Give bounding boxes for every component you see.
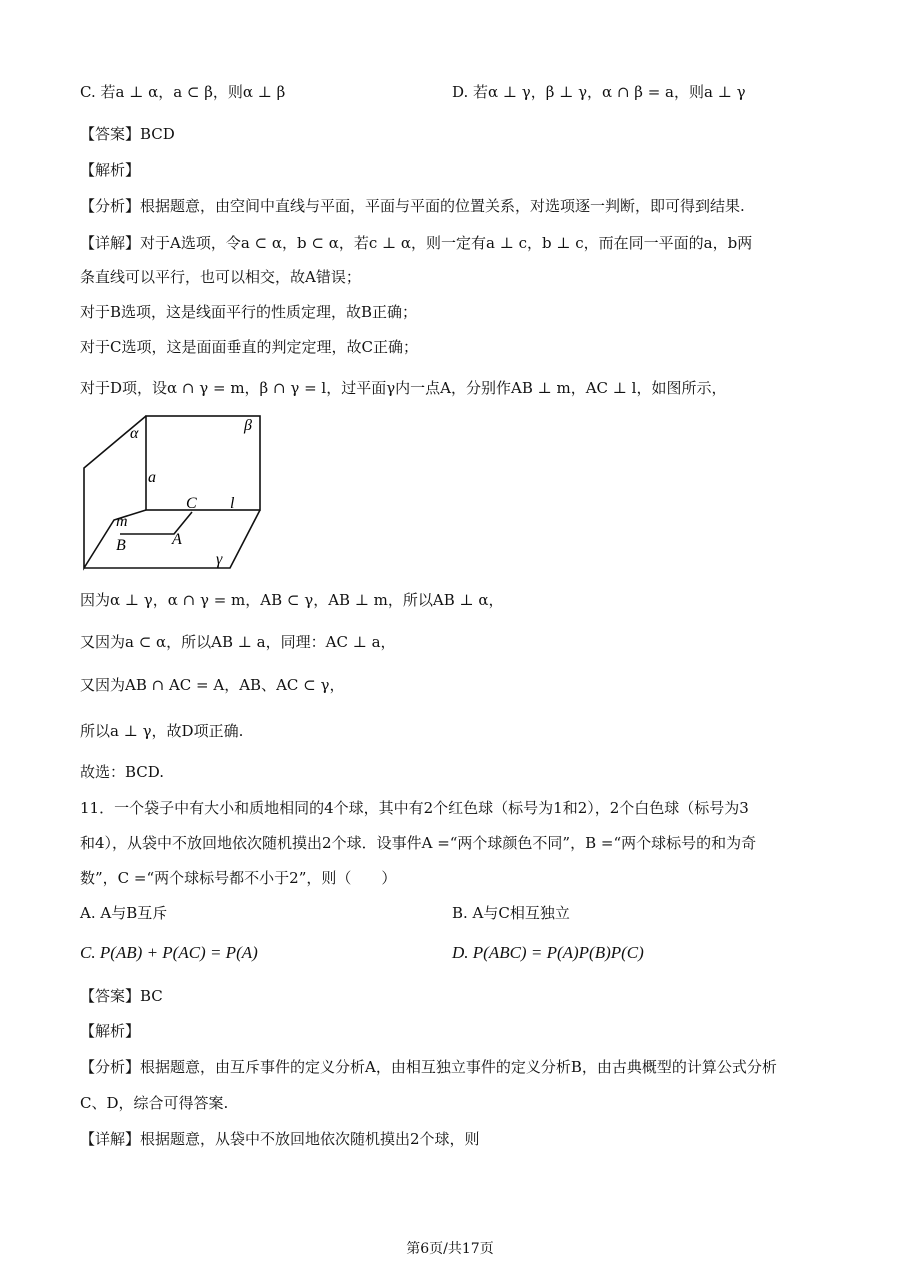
label-beta: β — [244, 417, 252, 434]
geometry-figure — [80, 410, 280, 579]
q11-jiexi: 【解析】 — [80, 1022, 141, 1040]
label-point-a: A — [172, 531, 182, 548]
label-alpha: α — [130, 425, 139, 442]
q11-option-b: B. A与C相互独立 — [452, 904, 570, 922]
page-number: 第6页/共17页 — [406, 1241, 494, 1257]
q10-after-1: 因为α ⊥ γ，α ∩ γ = m，AB ⊂ γ，AB ⊥ m，所以AB ⊥ α， — [80, 591, 504, 609]
q11-option-d: D. P(ABC) = P(A)P(B)P(C) — [452, 943, 644, 962]
q10-answer: 【答案】BCD — [80, 125, 175, 143]
q10-choose: 故选：BCD. — [80, 763, 165, 781]
planes-diagram — [80, 410, 280, 575]
q11-option-c: C. P(AB) + P(AC) = P(A) — [80, 943, 258, 962]
label-gamma: γ — [216, 551, 223, 568]
q11-option-a: A. A与B互斥 — [80, 904, 168, 922]
label-l: l — [230, 495, 235, 512]
q10-after-2: 又因为a ⊂ α，所以AB ⊥ a，同理：AC ⊥ a， — [80, 633, 396, 651]
q11-stem-2: 和4），从袋中不放回地依次随机摸出2个球．设事件A =“两个球颜色不同”，B =“两个球标号的和为奇 — [80, 834, 757, 852]
q11-fenxi-1: 【分析】根据题意，由互斥事件的定义分析A，由相互独立事件的定义分析B，由古典概型的计算公式分析 — [80, 1058, 777, 1076]
q10-detail-4: 对于C选项，这是面面垂直的判定定理，故C正确； — [80, 338, 418, 356]
q10-option-d: D. 若α ⊥ γ，β ⊥ γ，α ∩ β = a，则a ⊥ γ — [452, 83, 746, 101]
q11-stem-1: 11．一个袋子中有大小和质地相同的4个球，其中有2个红色球（标号为1和2），2个白色球（标号为3 — [80, 799, 749, 817]
q10-detail-2: 条直线可以平行，也可以相交，故A错误； — [80, 268, 361, 286]
plane-beta-outline — [146, 416, 260, 510]
q10-after-4: 所以a ⊥ γ，故D项正确. — [80, 722, 244, 740]
q10-option-c: C. 若a ⊥ α，a ⊂ β，则α ⊥ β — [80, 83, 286, 101]
label-c: C — [186, 495, 197, 512]
q11-fenxi-2: C、D，综合可得答案. — [80, 1094, 229, 1112]
q10-detail-3: 对于B选项，这是线面平行的性质定理，故B正确； — [80, 303, 418, 321]
q10-fenxi: 【分析】根据题意，由空间中直线与平面，平面与平面的位置关系，对选项逐一判断，即可得到结果. — [80, 197, 745, 215]
q11-stem-3: 数”，C =“两个球标号都不小于2”，则（ ） — [80, 869, 397, 887]
q11-detail-1: 【详解】根据题意，从袋中不放回地依次随机摸出2个球，则 — [80, 1130, 480, 1148]
q10-detail-5: 对于D项，设α ∩ γ = m，β ∩ γ = l，过平面γ内一点A，分别作AB ⊥ m，AC ⊥ l，如图所示， — [80, 379, 727, 397]
q10-after-3: 又因为AB ∩ AC = A，AB、AC ⊂ γ， — [80, 676, 345, 694]
label-a: a — [148, 469, 156, 486]
label-b: B — [116, 537, 126, 554]
q11-answer: 【答案】BC — [80, 987, 163, 1005]
label-m: m — [116, 513, 128, 530]
q10-jiexi: 【解析】 — [80, 161, 141, 179]
q10-detail-1: 【详解】对于A选项，令a ⊂ α，b ⊂ α，若c ⊥ α，则一定有a ⊥ c，b ⊥ c，而在同一平面的a，b两 — [80, 234, 753, 252]
